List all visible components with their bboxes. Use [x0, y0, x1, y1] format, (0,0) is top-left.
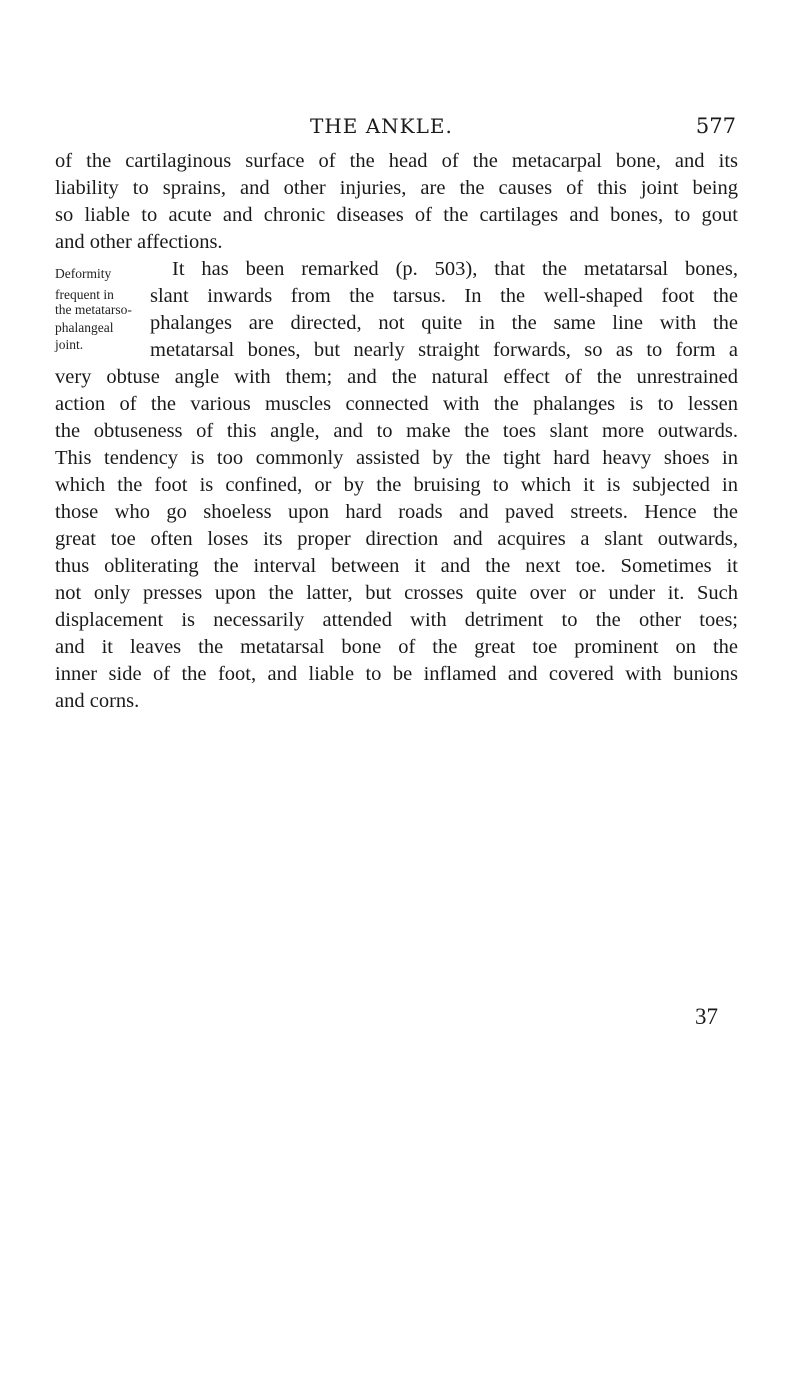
body-line: so liable to acute and chronic diseases of the cartilages and bones, to gout: [55, 204, 738, 226]
body-line: metatarsal bones, but nearly straight forwards, so as to form a: [150, 339, 738, 361]
body-line: and it leaves the metatarsal bone of the great toe prominent on the: [55, 636, 738, 658]
body-line: which the foot is confined, or by the bruising to which it is subjected in: [55, 474, 738, 496]
body-line: great toe often loses its proper direction and acquires a slant outwards,: [55, 528, 738, 550]
body-line: It has been remarked (p. 503), that the metatarsal bones,: [172, 258, 738, 280]
body-line: of the cartilaginous surface of the head of the metacarpal bone, and its: [55, 150, 738, 172]
margin-note-line: the metatarso-: [55, 302, 132, 317]
page-number: 577: [695, 114, 736, 138]
body-line: slant inwards from the tarsus. In the well-shaped foot the: [150, 285, 738, 307]
body-line: phalanges are directed, not quite in the same line with the: [150, 312, 738, 334]
running-head: [0, 114, 800, 144]
body-line: and other affections.: [55, 231, 223, 253]
body-line: very obtuse angle with them; and the natural effect of the unrestrained: [55, 366, 738, 388]
body-line: inner side of the foot, and liable to be inflamed and covered with bunions: [55, 663, 738, 685]
body-line: and corns.: [55, 690, 140, 712]
margin-note-line: joint.: [55, 337, 84, 352]
body-line: those who go shoeless upon hard roads and paved streets. Hence the: [55, 501, 738, 523]
running-title: THE ANKLE.: [310, 114, 453, 138]
body-line: liability to sprains, and other injuries, are the causes of this joint being: [55, 177, 738, 199]
body-line: thus obliterating the interval between it and the next toe. Sometimes it: [55, 555, 738, 577]
body-line: This tendency is too commonly assisted by the tight hard heavy shoes in: [55, 447, 738, 469]
body-line: displacement is necessarily attended with detriment to the other toes;: [55, 609, 738, 631]
margin-note-line: Deformity: [55, 266, 112, 281]
body-line: the obtuseness of this angle, and to make the toes slant more outwards.: [55, 420, 738, 442]
margin-note-line: phalangeal: [55, 320, 114, 335]
body-line: action of the various muscles connected with the phalanges is to lessen: [55, 393, 738, 415]
body-line: not only presses upon the latter, but crosses quite over or under it. Such: [55, 582, 738, 604]
margin-note-line: frequent in: [55, 287, 114, 302]
signature-mark: 37: [695, 1004, 718, 1029]
